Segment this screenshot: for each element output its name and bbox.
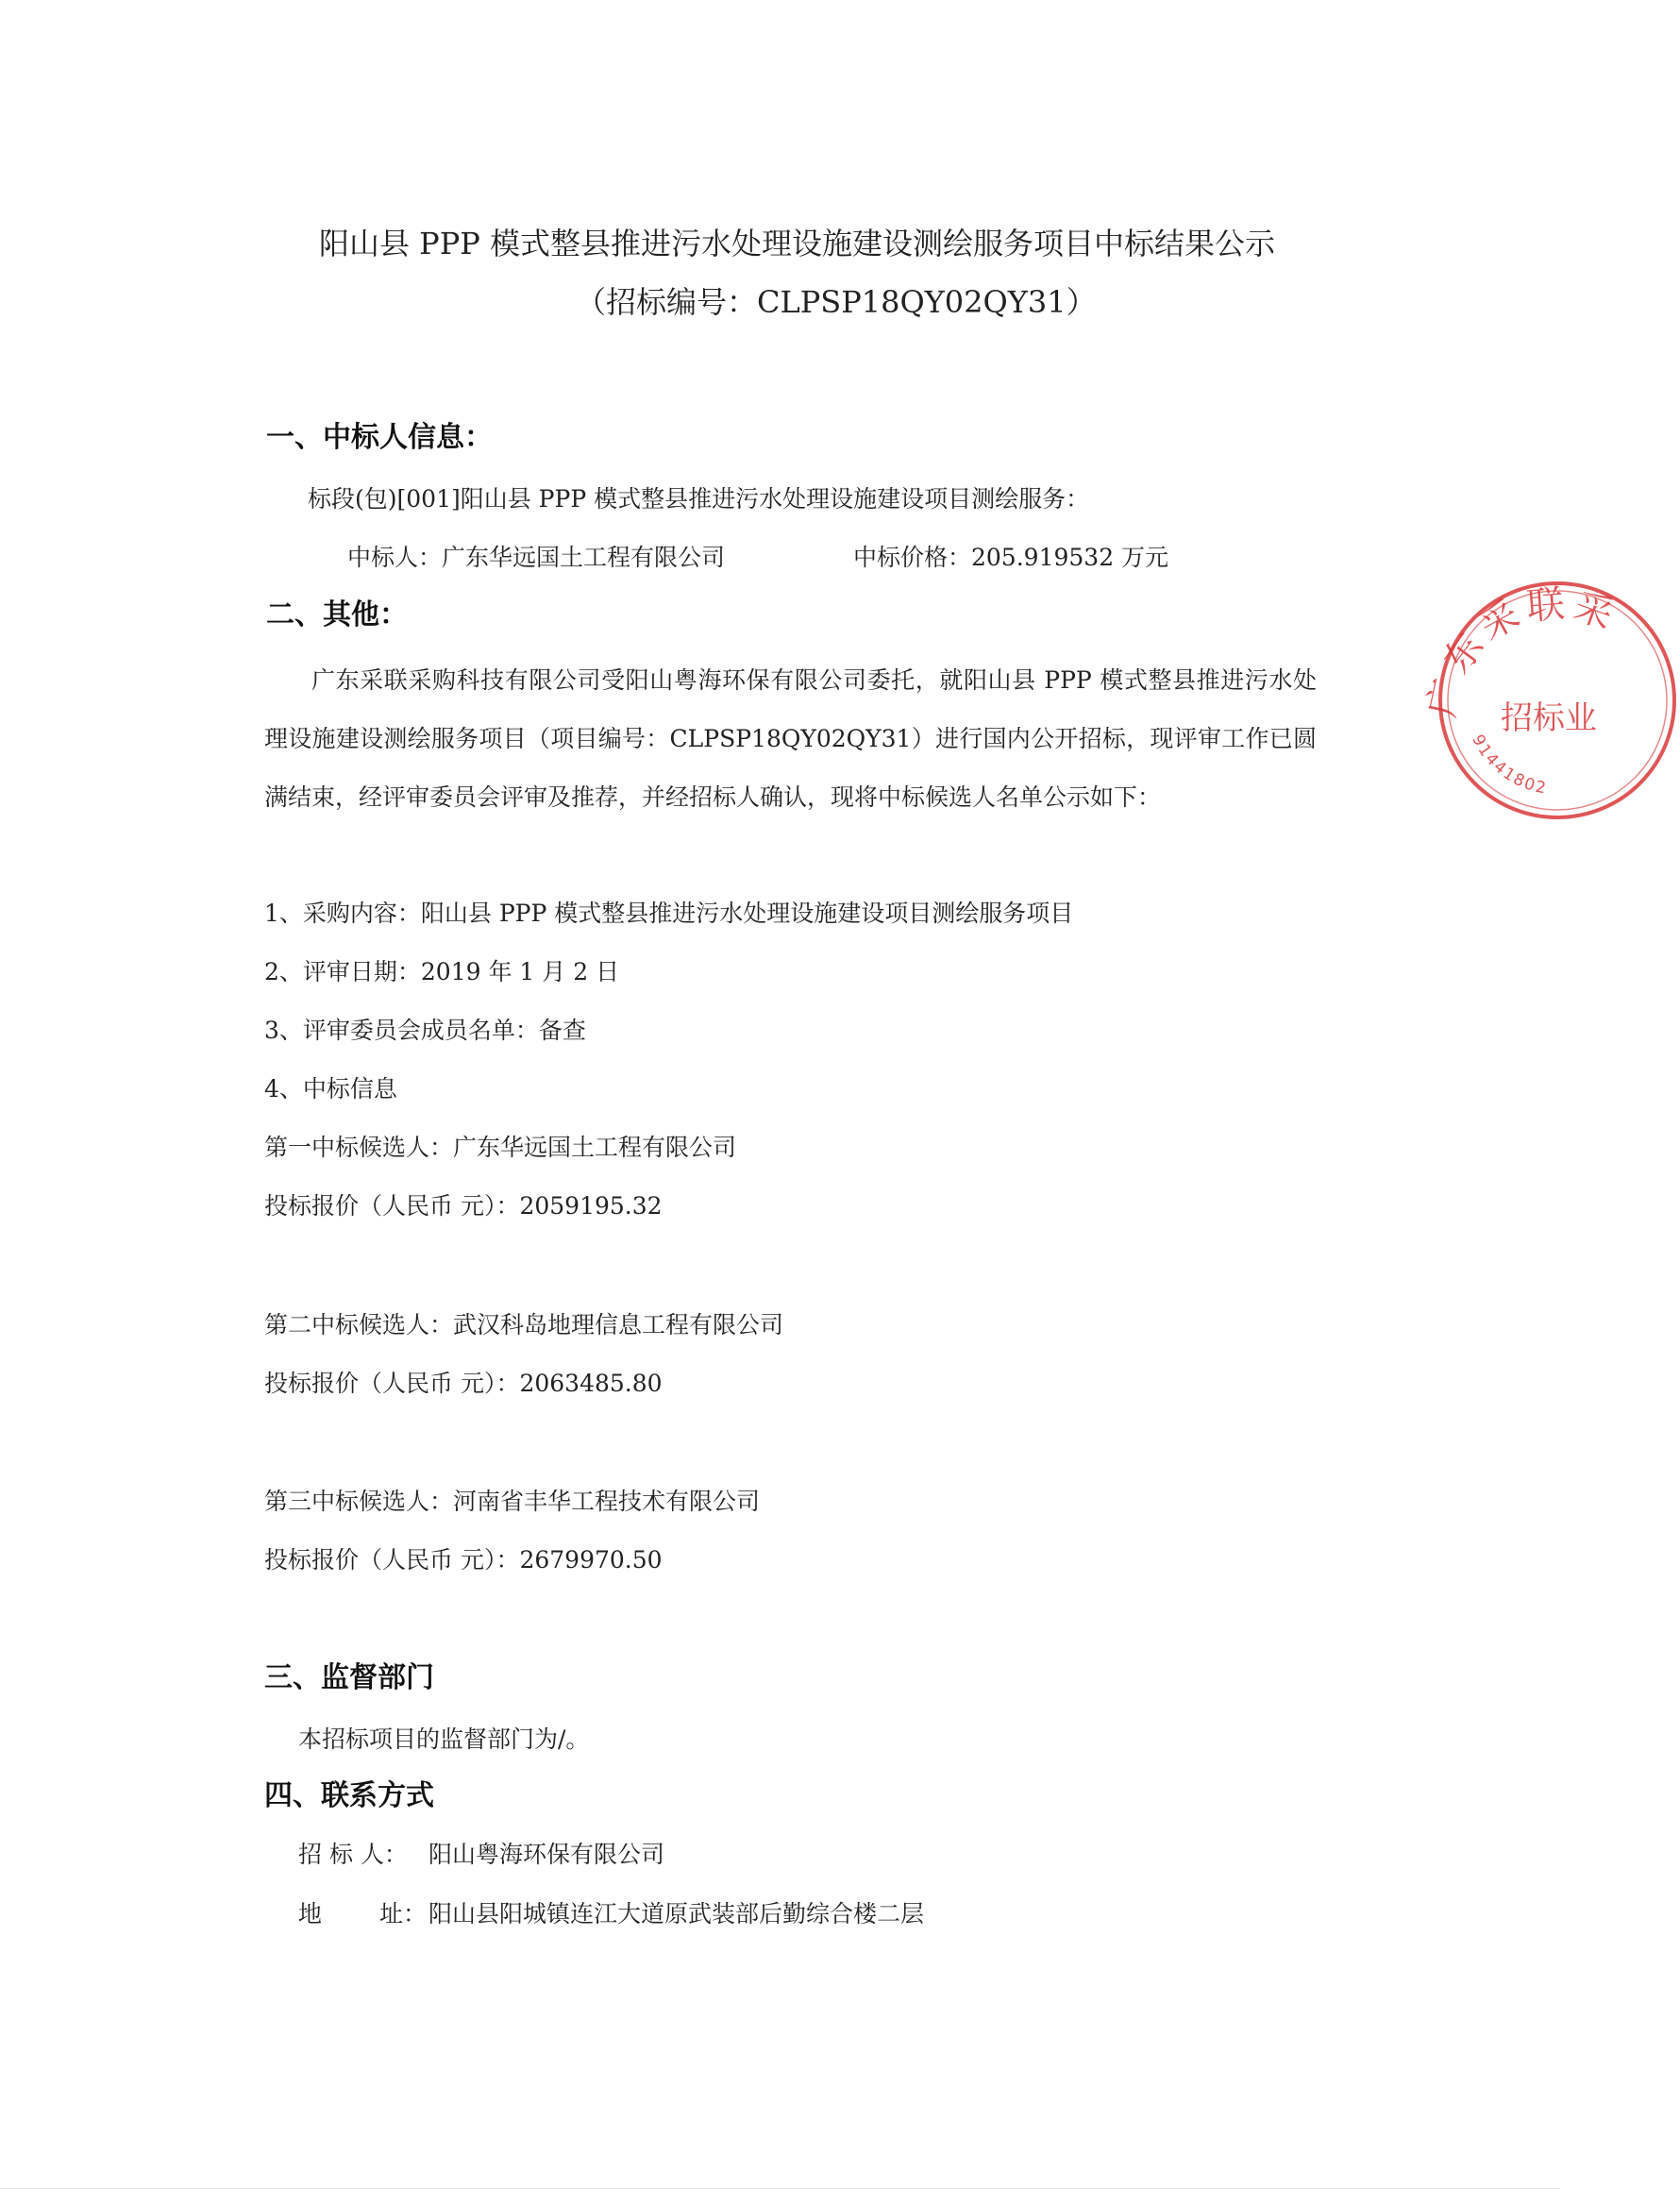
list-item: 3、评审委员会成员名单：备查 xyxy=(264,1017,586,1044)
candidate-2-name: 第二中标候选人：武汉科岛地理信息工程有限公司 xyxy=(264,1311,784,1338)
seal-center-text: 招标业 xyxy=(1501,699,1597,737)
list-item: 2、评审日期：2019 年 1 月 2 日 xyxy=(264,958,620,985)
list-item: 4、中标信息 xyxy=(264,1075,397,1102)
address-label: 址： xyxy=(379,1900,428,1927)
winner-price: 中标价格：205.919532 万元 xyxy=(853,544,1169,571)
address-label: 地 xyxy=(298,1900,323,1927)
candidate-3-bid: 投标报价（人民币 元）：2679970.50 xyxy=(264,1546,663,1574)
title-line-1: 阳山县 PPP 模式整县推进污水处理设施建设测绘服务项目中标结果公示 xyxy=(319,226,1275,261)
seal-arc-text: 广东采联采 xyxy=(1420,581,1624,721)
section-4-heading: 四、联系方式 xyxy=(264,1779,434,1812)
section-3-heading: 三、监督部门 xyxy=(264,1661,434,1694)
section-2-heading: 二、其他： xyxy=(266,598,408,631)
package-line: 标段(包)[001]阳山县 PPP 模式整县推进污水处理设施建设项目测绘服务： xyxy=(308,485,1090,513)
section-2-paragraph: 广东采联采购科技有限公司受阳山粤海环保有限公司委托，就阳山县 PPP 模式整县推进污水处理设施建设测绘服务项目（项目编号：CLPSP18QY02QY31）进行国内公开招标，现评审工作已圆满结束，经评审委员会评审及推荐，并经招标人确认，现将中标候选人名单公示如下： xyxy=(264,666,1317,811)
company-seal-stamp xyxy=(1420,578,1680,823)
candidate-1-name: 第一中标候选人：广东华远国土工程有限公司 xyxy=(264,1134,737,1161)
section-1-heading: 一、中标人信息： xyxy=(266,421,493,454)
list-item: 1、采购内容：阳山县 PPP 模式整县推进污水处理设施建设项目测绘服务项目 xyxy=(264,900,1074,927)
candidate-3-name: 第三中标候选人：河南省丰华工程技术有限公司 xyxy=(264,1488,761,1515)
supervision-text: 本招标项目的监督部门为/。 xyxy=(298,1725,590,1753)
candidate-1-bid: 投标报价（人民币 元）：2059195.32 xyxy=(264,1192,663,1220)
seal-number-text: 91441802 xyxy=(1468,732,1550,799)
address-value: 阳山县阳城镇连江大道原武装部后勤综合楼二层 xyxy=(428,1900,925,1927)
contact-label: 招 标 人： xyxy=(298,1841,408,1868)
winner-line: 中标人：广东华远国土工程有限公司 xyxy=(347,544,726,571)
contact-value: 阳山粤海环保有限公司 xyxy=(428,1841,665,1868)
title-line-2: （招标编号：CLPSP18QY02QY31） xyxy=(576,284,1097,320)
candidate-2-bid: 投标报价（人民币 元）：2063485.80 xyxy=(264,1370,663,1397)
scan-edge-line xyxy=(0,2188,1560,2189)
